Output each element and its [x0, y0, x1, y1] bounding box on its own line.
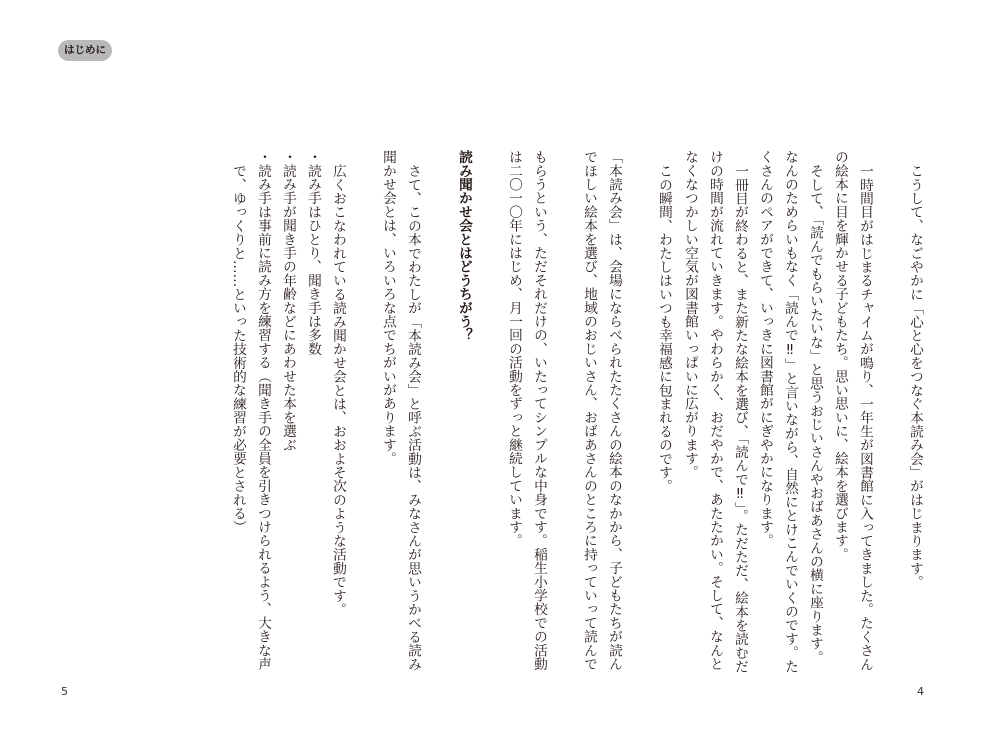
- body-text-line: 一時間目がはじまるチャイムが鳴り、一年生が図書館に入ってきました。たくさん: [857, 163, 873, 671]
- body-text-line: の絵本に目を輝かせる子どもたち。思い思いに、絵本を選びます。: [832, 150, 848, 561]
- body-text-line: もらうという、ただそれだけの、いたってシンプルな中身です。稲生小学校での活動: [531, 150, 547, 671]
- body-text-line: さて、この本でわたしが「本読み会」と呼ぶ活動は、みなさんが思いうかべる読み: [405, 163, 421, 671]
- page-number-right: 4: [917, 685, 924, 698]
- page-number-left: 5: [61, 685, 68, 698]
- body-text-line: は二〇一〇年にはじめ、月一回の活動をずっと継続しています。: [506, 150, 522, 548]
- body-text-line: 「本読み会」は、会場にならべられたたくさんの絵本のなかから、子どもたちが読ん: [606, 150, 622, 671]
- bullet-list-item: ・読み手はひとり、聞き手は多数: [305, 150, 321, 356]
- body-text-line: この瞬間、わたしはいつも幸福感に包まれるのです。: [656, 163, 672, 493]
- bullet-list-item: ・読み手は事前に読み方を練習する（聞き手の全員を引きつけられるよう、大きな声: [255, 150, 271, 671]
- body-text-line: でほしい絵本を選び、地域のおじいさん、おばあさんのところに持っていって読んで: [581, 150, 597, 671]
- section-heading: 読み聞かせ会とはどうちがう？: [456, 150, 472, 342]
- body-text-line: こうして、なごやかに「心と心をつなぐ本読み会」がはじまります。: [907, 163, 923, 589]
- body-text-line: 一冊目が終わると、また新たな絵本を選び、「読んで‼」。ただただ、絵本を読むだ: [732, 163, 748, 673]
- body-text-line: 聞かせ会とは、いろいろな点でちがいがあります。: [380, 150, 396, 466]
- body-text-line: くさんのペアができて、いっきに図書館がにぎやかになります。: [757, 150, 773, 548]
- body-text-line: なくなつかしい空気が図書館いっぱいに広がります。: [682, 150, 698, 479]
- body-text-line: そして、「読んでもらいたいな」と思うおじいさんやおばあさんの横に座ります。: [807, 163, 823, 664]
- body-text-line: けの時間が流れていきます。やわらかく、おだやかで、あたたかい。そして、なんと: [707, 150, 723, 671]
- section-tab: はじめに: [58, 40, 112, 61]
- body-text-line: 広くおこなわれている読み聞かせ会とは、おおよそ次のような活動です。: [330, 163, 346, 616]
- bullet-list-item-continuation: で、ゆっくりと……といった技術的な練習が必要とされる）: [230, 163, 246, 534]
- body-text-line: なんのためらいもなく「読んで‼」と言いながら、自然にとけこんでいくのです。た: [782, 150, 798, 673]
- bullet-list-item: ・読み手が聞き手の年齢などにあわせた本を選ぶ: [280, 150, 296, 452]
